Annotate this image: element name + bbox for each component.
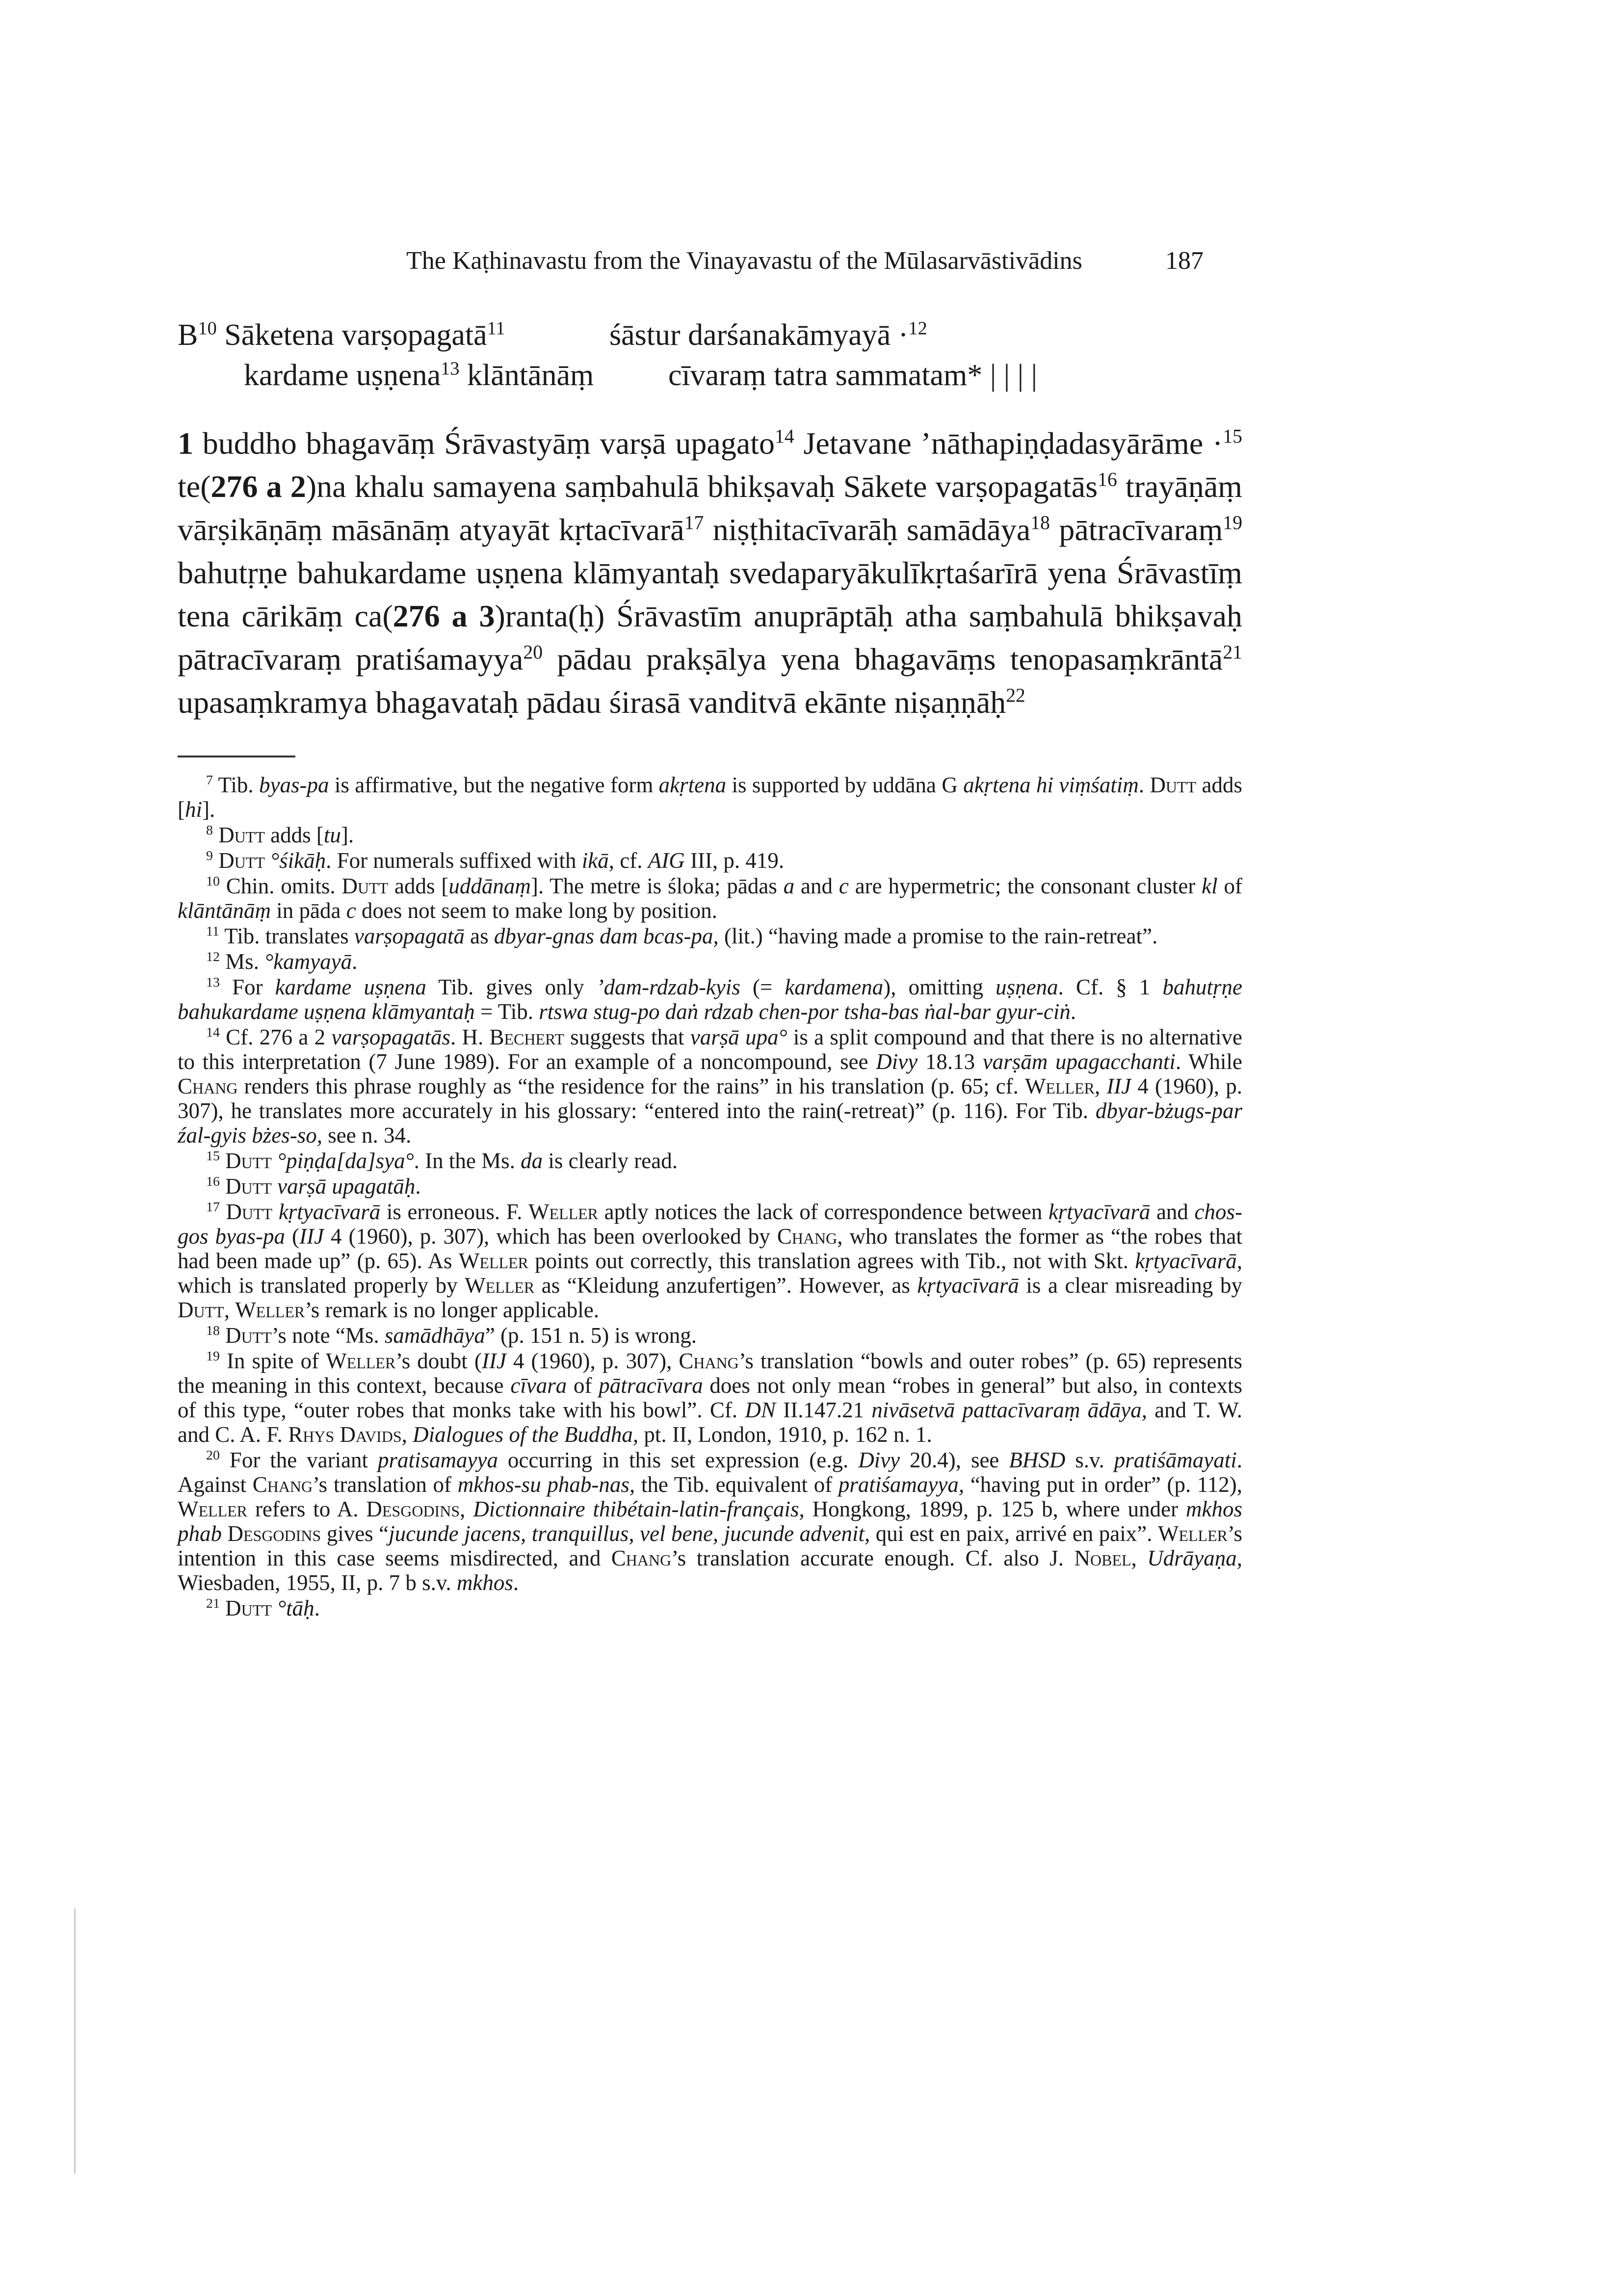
footnote-text: . Cf. § 1 bbox=[1058, 975, 1163, 999]
footnote-text: , bbox=[401, 1422, 413, 1447]
author-name: Rhys Davids bbox=[288, 1422, 402, 1447]
footnote-number: 20 bbox=[206, 1448, 220, 1463]
footnote-text: (lit.) “having made a promise to the rain-retreat”. bbox=[718, 924, 1158, 948]
footnote-rule bbox=[178, 756, 295, 757]
footnote-number: 10 bbox=[206, 874, 220, 889]
footnote-number: 14 bbox=[206, 1025, 220, 1040]
italic-text: kl bbox=[1202, 874, 1218, 898]
footnote-text: . bbox=[1138, 773, 1150, 797]
footnote-text bbox=[272, 1200, 279, 1224]
footnote-9 bbox=[178, 848, 1242, 873]
italic-text: samādhāya bbox=[384, 1323, 485, 1348]
italic-text: klāntānāṃ bbox=[178, 898, 271, 923]
footnote-text bbox=[220, 1323, 225, 1348]
footnote-text bbox=[220, 1148, 225, 1173]
footnote-text: 18.13 bbox=[917, 1049, 983, 1074]
verse-line-1-a bbox=[178, 318, 505, 353]
italic-text: uṣṇena bbox=[995, 975, 1058, 999]
footnote-20 bbox=[178, 1448, 1242, 1595]
footnote-text: ]. The metre is śloka; pādas bbox=[530, 874, 784, 898]
italic-text: ’dam-rdzab-kyis bbox=[596, 975, 740, 999]
italic-text: pratisamayya bbox=[377, 1448, 498, 1472]
footnote-text: Cf. 276 a 2 bbox=[219, 1025, 332, 1049]
author-name: Weller bbox=[528, 1200, 599, 1224]
italic-text: tu bbox=[323, 823, 341, 847]
footnote-text: the Tib. equivalent of bbox=[635, 1472, 838, 1497]
footnote-text: adds [ bbox=[264, 823, 324, 847]
body-text: te( bbox=[178, 469, 211, 504]
footnote-text: in pāda bbox=[270, 898, 346, 923]
footnote-number: 9 bbox=[206, 848, 213, 863]
footnote-text: are hypermetric; the consonant cluster bbox=[848, 874, 1202, 898]
footnote-text: ’s note “Ms. bbox=[271, 1323, 385, 1348]
author-name: Chang bbox=[611, 1546, 672, 1570]
footnote-text: qui est en paix, arrivé en paix”. bbox=[870, 1521, 1158, 1546]
footnote-text: 4 (1960), p. 307), which has been overlooked by bbox=[323, 1224, 777, 1249]
author-name: Weller bbox=[465, 1273, 535, 1298]
footnote-text: points out correctly, this translation agrees with Tib., not with Skt. bbox=[528, 1249, 1135, 1273]
footnote-text: , bbox=[224, 1298, 236, 1322]
footnote-text: . bbox=[1070, 999, 1076, 1024]
footnote-text: II.147.21 bbox=[775, 1398, 872, 1422]
italic-text: mkhos bbox=[456, 1570, 513, 1595]
author-name: Chang bbox=[679, 1349, 739, 1373]
footnote-number: 13 bbox=[206, 975, 220, 990]
footnote-text: . bbox=[352, 949, 358, 974]
footnote-text: as “Kleidung anzufertigen”. However, as bbox=[534, 1273, 917, 1298]
footnote-text: adds [ bbox=[178, 773, 1242, 822]
author-name: Dutt bbox=[341, 874, 389, 898]
author-name: Dutt bbox=[178, 1298, 224, 1322]
footnote-text: 4 (1960), p. 307), bbox=[506, 1349, 679, 1373]
footnote-text: as bbox=[464, 924, 494, 948]
footnote-ref: 17 bbox=[684, 512, 704, 534]
folio-ref: 276 a 3 bbox=[393, 599, 495, 633]
body-text: trayāṇāṃ vārṣikāṇāṃ māsānāṃ atyayāt kṛtacīvarā bbox=[178, 469, 1243, 547]
footnote-text: and T. W. and C. A. F. bbox=[178, 1398, 1242, 1447]
author-name: Dutt bbox=[1150, 773, 1197, 797]
italic-text: ikā bbox=[581, 848, 609, 873]
page-number: 187 bbox=[1165, 247, 1204, 275]
footnote-10 bbox=[178, 874, 1242, 923]
footnote-text: pt. II, London, 1910, p. 162 n. 1. bbox=[638, 1422, 932, 1447]
italic-text: akṛtena hi viṃśatiṃ bbox=[963, 773, 1139, 797]
footnote-text bbox=[272, 1596, 277, 1620]
footnote-text: = Tib. bbox=[474, 999, 539, 1024]
footnote-text: which is translated properly by bbox=[178, 1273, 465, 1298]
footnote-text: and bbox=[1150, 1200, 1195, 1224]
footnote-ref: 12 bbox=[908, 318, 927, 339]
footnote-number: 16 bbox=[206, 1174, 220, 1189]
italic-text: kardamena bbox=[785, 975, 884, 999]
italic-text: kṛtyacīvarā, bbox=[1135, 1249, 1243, 1273]
author-name: Dutt bbox=[225, 1148, 272, 1173]
footnote-ref: 20 bbox=[523, 641, 543, 663]
footnote-text bbox=[213, 823, 218, 847]
footnote-17 bbox=[178, 1200, 1242, 1322]
footnote-text bbox=[220, 1596, 225, 1620]
body-text: pādau prakṣālya yena bhagavāṃs tenopasaṃkrāntā bbox=[543, 642, 1223, 677]
verse-line-2-b: cīvaraṃ tatra sammatam* | | | | bbox=[668, 359, 1038, 392]
body-text: Jetavane ’nāthapiṇḍadasyārāme · bbox=[794, 426, 1223, 461]
author-name: Chang bbox=[252, 1472, 313, 1497]
footnote-number: 17 bbox=[206, 1200, 220, 1215]
footnote-text: . Against bbox=[178, 1448, 1242, 1497]
footnote-text: (= bbox=[740, 975, 785, 999]
main-paragraph bbox=[178, 422, 1242, 724]
running-header bbox=[406, 245, 1240, 277]
italic-text: dbyar-bżugs-par źal-gyis bżes-so, bbox=[178, 1098, 1242, 1148]
italic-text: Dialogues of the Buddha, bbox=[413, 1422, 639, 1447]
footnote-ref: 15 bbox=[1223, 425, 1243, 447]
footnote-text: does not seem to make long by position. bbox=[356, 898, 717, 923]
author-name: Weller bbox=[1024, 1074, 1095, 1098]
italic-text: DN bbox=[745, 1398, 776, 1422]
footnote-text: 20.4), see bbox=[900, 1448, 1009, 1472]
italic-text: da bbox=[521, 1148, 543, 1173]
footnote-text: 4 (1960), p. 307), he translates more accurately in his glossary: “entered into the rain(-retreat)” (p. 116). For Tib. bbox=[178, 1074, 1242, 1123]
footnote-text: . bbox=[513, 1570, 519, 1595]
footnote-ref: 19 bbox=[1223, 512, 1243, 534]
italic-text: c bbox=[346, 898, 356, 923]
footnote-number: 19 bbox=[206, 1349, 220, 1364]
author-name: Dutt bbox=[225, 1323, 272, 1348]
footnote-ref: 21 bbox=[1223, 641, 1242, 663]
footnote-ref: 13 bbox=[441, 358, 460, 379]
italic-text: mkhos-su phab-nas, bbox=[457, 1472, 635, 1497]
italic-text: rtswa stug-po daṅ rdzab chen-por tsha-bas ṅal-bar gyur-ciṅ bbox=[539, 999, 1071, 1024]
author-name: Weller bbox=[235, 1298, 305, 1322]
italic-text: °kamyayā bbox=[264, 949, 352, 974]
footnote-text bbox=[222, 1521, 227, 1546]
italic-text: cīvara bbox=[510, 1373, 567, 1398]
italic-text: varṣopagatās bbox=[331, 1025, 450, 1049]
footnote-text: ’s translation accurate enough. Cf. also J. bbox=[671, 1546, 1074, 1570]
footnote-text: is a split compound and that there is no alternative to this interpretation (7 June 1989). For an example of a noncompound, see bbox=[178, 1025, 1242, 1074]
footnote-text: ’s doubt ( bbox=[395, 1349, 482, 1373]
body-text: niṣṭhitacīvarāḥ samādāya bbox=[704, 512, 1031, 547]
footnote-number: 18 bbox=[206, 1323, 220, 1338]
footnote-text bbox=[272, 1148, 277, 1173]
footnote-15 bbox=[178, 1148, 1242, 1173]
footnote-text: renders this phrase roughly as “the residence for the rains” in his translation (p. 65; cf. bbox=[237, 1074, 1025, 1098]
footnote-text: gives “ bbox=[321, 1521, 389, 1546]
italic-text: dbyar-gnas dam bcas-pa, bbox=[494, 924, 719, 948]
footnote-text: occurring in this set expression (e.g. bbox=[498, 1448, 859, 1472]
italic-text: IIJ bbox=[1106, 1074, 1131, 1098]
italic-text: Divy bbox=[876, 1049, 918, 1074]
footnote-text: , who translates the former as “the robes that had been made up” (p. 65). As bbox=[178, 1224, 1242, 1273]
italic-text: varṣā upa° bbox=[690, 1025, 787, 1049]
footnote-text: ” (p. 151 n. 5) is wrong. bbox=[485, 1323, 697, 1348]
italic-text: kardame uṣṇena bbox=[275, 975, 426, 999]
footnote-text: ), omitting bbox=[883, 975, 996, 999]
footnote-number: 11 bbox=[206, 924, 219, 939]
footnotes bbox=[178, 773, 1242, 1621]
footnote-ref: 10 bbox=[198, 318, 217, 339]
italic-text: °piṇḍa[da]sya° bbox=[277, 1148, 414, 1173]
author-name: Bechert bbox=[489, 1025, 565, 1049]
author-name: Dutt bbox=[225, 1596, 272, 1620]
footnote-text: Hongkong, 1899, p. 125 b, where under bbox=[804, 1497, 1186, 1521]
footnote-text: For the variant bbox=[219, 1448, 378, 1472]
footnote-text bbox=[220, 1200, 226, 1224]
footnote-number: 21 bbox=[206, 1596, 220, 1611]
footnote-text: is supported by uddāna G bbox=[726, 773, 964, 797]
verse-line-2 bbox=[178, 358, 1306, 398]
italic-text: varṣopagatā bbox=[354, 924, 465, 948]
section-number: 1 bbox=[178, 426, 193, 461]
italic-text: akṛtena bbox=[658, 773, 727, 797]
footnote-ref: 16 bbox=[1098, 469, 1117, 491]
italic-text: nivāsetvā pattacīvaraṃ ādāya, bbox=[871, 1398, 1147, 1422]
italic-text: IIJ bbox=[481, 1349, 506, 1373]
verse-line-2-a bbox=[244, 358, 594, 393]
footnote-8 bbox=[178, 823, 1242, 847]
author-name: Desgodins bbox=[227, 1521, 321, 1546]
italic-text: uddānaṃ bbox=[448, 874, 531, 898]
footnote-text: ’s translation of bbox=[313, 1472, 458, 1497]
footnote-text: Tib. gives only bbox=[426, 975, 597, 999]
verse-label: B bbox=[178, 318, 198, 352]
footnote-21 bbox=[178, 1596, 1242, 1620]
footnote-number: 8 bbox=[206, 823, 213, 838]
verse-text: kardame uṣṇena bbox=[244, 359, 441, 392]
verse-block bbox=[178, 318, 1306, 398]
body-text: upasaṃkramya bhagavataḥ pādau śirasā vanditvā ekānte niṣaṇṇāḥ bbox=[178, 685, 1006, 720]
footnote-text: adds [ bbox=[388, 874, 449, 898]
body-text: pātracīvaraṃ bbox=[1049, 512, 1223, 547]
footnote-text bbox=[265, 848, 270, 873]
footnote-text: ’s intention in this case seems misdirected, and bbox=[178, 1521, 1242, 1570]
author-name: Weller bbox=[1157, 1521, 1228, 1546]
footnote-text: of bbox=[567, 1373, 599, 1398]
footnote-text: Wiesbaden, 1955, II, p. 7 b s.v. bbox=[178, 1570, 457, 1595]
footnote-text: For bbox=[219, 975, 275, 999]
italic-text: jucunde jacens, tranquillus, vel bene, jucunde advenit, bbox=[389, 1521, 870, 1546]
footnote-number: 15 bbox=[206, 1148, 220, 1164]
footnote-text: s.v. bbox=[1065, 1448, 1114, 1472]
footnote-13 bbox=[178, 975, 1242, 1024]
footnote-text: . H. bbox=[450, 1025, 490, 1049]
footnote-ref: 18 bbox=[1030, 512, 1050, 534]
footnote-16 bbox=[178, 1174, 1242, 1199]
footnote-text: ’s translation “bowls and outer robes” (p. 65) represents the meaning in this context, because bbox=[178, 1349, 1242, 1398]
footnote-text: . bbox=[415, 1174, 421, 1199]
footnote-11 bbox=[178, 924, 1242, 948]
footnote-text bbox=[272, 1174, 277, 1199]
footnote-text: see n. 34. bbox=[322, 1123, 412, 1148]
italic-text: kṛtyacīvarā bbox=[278, 1200, 381, 1224]
margin-mark bbox=[74, 1908, 76, 2173]
footnote-7 bbox=[178, 773, 1242, 822]
author-name: Dutt bbox=[226, 1200, 273, 1224]
author-name: Chang bbox=[777, 1224, 838, 1249]
footnote-ref: 14 bbox=[775, 425, 794, 447]
italic-text: pratiśamayya, bbox=[838, 1472, 965, 1497]
italic-text: Udrāyaṇa, bbox=[1147, 1546, 1243, 1570]
footnote-text: . In the Ms. bbox=[414, 1148, 521, 1173]
footnote-18 bbox=[178, 1323, 1242, 1348]
footnote-text: Ms. bbox=[219, 949, 265, 974]
footnote-text: , bbox=[1131, 1546, 1148, 1570]
italic-text: byas-pa bbox=[259, 773, 329, 797]
footnote-12 bbox=[178, 949, 1242, 974]
running-title: The Kaṭhinavastu from the Vinayavastu of the Mūlasarvāstivādins bbox=[406, 247, 1082, 275]
verse-line-1 bbox=[178, 318, 1306, 358]
author-name: Dutt bbox=[218, 823, 265, 847]
author-name: Weller bbox=[458, 1249, 528, 1273]
footnote-text: suggests that bbox=[564, 1025, 690, 1049]
footnote-number: 12 bbox=[206, 949, 220, 965]
italic-text: BHSD bbox=[1009, 1448, 1066, 1472]
italic-text: chos-gos byas-pa bbox=[178, 1200, 1243, 1249]
italic-text: °tāḥ bbox=[277, 1596, 314, 1620]
footnote-text: Tib. translates bbox=[219, 924, 354, 948]
footnote-text: does not only mean “robes in general” but also, in contexts of this type, “outer robes that monks take with his bowl”. Cf. bbox=[178, 1373, 1242, 1422]
italic-text: varṣā upagatāḥ bbox=[277, 1174, 416, 1199]
footnote-text: is clearly read. bbox=[543, 1148, 678, 1173]
footnote-14 bbox=[178, 1025, 1242, 1148]
author-name: Nobel bbox=[1074, 1546, 1131, 1570]
footnote-text: . For numerals suffixed with bbox=[326, 848, 582, 873]
italic-text: mkhos phab bbox=[178, 1497, 1243, 1546]
author-name: Desgodins bbox=[366, 1497, 460, 1521]
body-text: buddho bhagavāṃ Śrāvastyāṃ varṣā upagato bbox=[193, 426, 775, 461]
verse-line-1-b bbox=[609, 318, 927, 353]
footnote-number: 7 bbox=[206, 773, 213, 788]
footnote-text: In spite of bbox=[219, 1349, 326, 1373]
author-name: Weller bbox=[178, 1497, 248, 1521]
italic-text: Dictionnaire thibétain-latin-français, bbox=[473, 1497, 805, 1521]
italic-text: kṛtyacīvarā bbox=[1048, 1200, 1151, 1224]
footnote-text: is a clear misreading by bbox=[1019, 1273, 1242, 1298]
italic-text: hi bbox=[185, 797, 203, 822]
footnote-text: aptly notices the lack of correspondence between bbox=[598, 1200, 1048, 1224]
footnote-text: is affirmative, but the negative form bbox=[329, 773, 659, 797]
footnote-text: Chin. omits. bbox=[219, 874, 342, 898]
footnote-text: of bbox=[1217, 874, 1242, 898]
author-name: Chang bbox=[178, 1074, 238, 1098]
footnote-text: ’s remark is no longer applicable. bbox=[305, 1298, 600, 1322]
footnote-text: , bbox=[1094, 1074, 1107, 1098]
footnote-19 bbox=[178, 1349, 1242, 1447]
italic-text: °śikāḥ bbox=[270, 848, 326, 873]
footnote-text: ]. bbox=[202, 797, 215, 822]
footnote-text bbox=[220, 1174, 225, 1199]
footnote-text bbox=[213, 848, 218, 873]
footnote-text: and bbox=[794, 874, 839, 898]
body-text: bahutṛṇe bahukardame uṣṇena klāmyantaḥ svedaparyākulīkṛtaśarīrā yena Śrāvastīṃ tena cārikāṃ ca( bbox=[178, 555, 1242, 633]
italic-text: Divy bbox=[858, 1448, 900, 1472]
footnote-text: , bbox=[460, 1497, 473, 1521]
italic-text: c bbox=[838, 874, 849, 898]
italic-text: pātracīvara bbox=[599, 1373, 703, 1398]
footnote-text: III, p. 419. bbox=[684, 848, 785, 873]
footnote-text: . bbox=[314, 1596, 320, 1620]
verse-text: klāntānāṃ bbox=[459, 359, 594, 392]
italic-text: a bbox=[783, 874, 795, 898]
footnote-text: ]. bbox=[341, 823, 354, 847]
footnote-ref: 11 bbox=[487, 318, 505, 339]
footnote-text: Tib. bbox=[212, 773, 260, 797]
author-name: Weller bbox=[326, 1349, 396, 1373]
body-text: )ranta(ḥ) Śrāvastīm anuprāptāḥ atha saṃbahulā bhikṣavaḥ pātracīvaraṃ pratiśamayya bbox=[178, 599, 1243, 677]
author-name: Dutt bbox=[225, 1174, 272, 1199]
italic-text: varṣām upagacchanti bbox=[982, 1049, 1176, 1074]
body-text: )na khalu samayena saṃbahulā bhikṣavaḥ Sākete varṣopagatās bbox=[306, 469, 1098, 504]
verse-text: śāstur darśanakāmyayā · bbox=[609, 318, 909, 352]
footnote-text: ( bbox=[285, 1224, 300, 1249]
author-name: Dutt bbox=[218, 848, 265, 873]
italic-text: IIJ bbox=[299, 1224, 324, 1249]
footnote-text: is erroneous. F. bbox=[380, 1200, 528, 1224]
italic-text: bahutṛṇe bahukardame uṣṇena klāmyantaḥ bbox=[178, 975, 1243, 1024]
verse-text: Sāketena varṣopagatā bbox=[224, 318, 487, 352]
footnote-text: , cf. bbox=[608, 848, 648, 873]
folio-ref: 276 a 2 bbox=[210, 469, 306, 504]
italic-text: AIG bbox=[648, 848, 685, 873]
footnote-ref: 22 bbox=[1006, 684, 1025, 706]
italic-text: kṛtyacīvarā bbox=[917, 1273, 1019, 1298]
footnote-text: . While bbox=[1175, 1049, 1242, 1074]
footnote-text: “having put in order” (p. 112), bbox=[964, 1472, 1242, 1497]
italic-text: pratiśāmayati bbox=[1114, 1448, 1237, 1472]
footnote-text: refers to A. bbox=[247, 1497, 367, 1521]
